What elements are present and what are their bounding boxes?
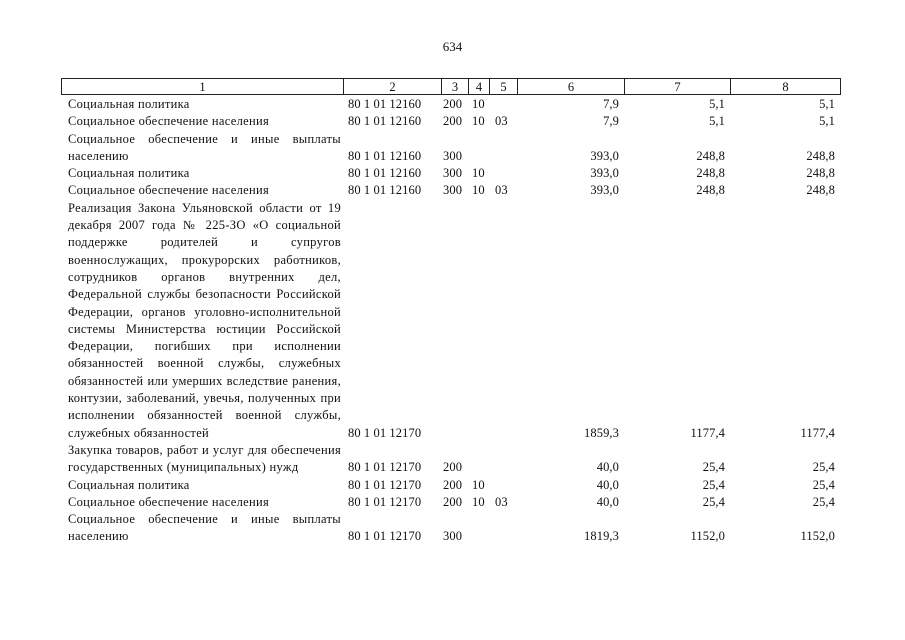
- column-header-row: [62, 79, 841, 95]
- row-col7: 25,4: [702, 460, 725, 475]
- row-col7: 1152,0: [690, 529, 725, 544]
- table-row: [61, 511, 840, 546]
- row-name: Социальная политика: [68, 166, 190, 181]
- row-col6: 40,0: [596, 494, 619, 509]
- table-row: [61, 494, 840, 511]
- row-col5: [489, 477, 517, 494]
- table-row: [61, 96, 840, 113]
- row-col4: [468, 442, 489, 477]
- table-row: [61, 113, 840, 130]
- row-col5: 03: [495, 494, 508, 509]
- row-col3: 300: [443, 166, 463, 181]
- row-col5: 03: [495, 183, 508, 198]
- row-name: Социальное обеспечение населения: [68, 494, 269, 509]
- row-col8: 25,4: [812, 494, 835, 509]
- column-header-2: 2: [344, 79, 442, 95]
- row-col5: [489, 131, 517, 166]
- row-col7: 25,4: [702, 494, 725, 509]
- row-col3: 300: [443, 183, 463, 198]
- row-code: 80 1 01 12170: [348, 529, 422, 544]
- row-col5: [489, 511, 517, 546]
- row-col8: 1152,0: [800, 529, 835, 544]
- table-row: [61, 200, 840, 442]
- row-col8: 5,1: [819, 97, 835, 111]
- row-col8: 1177,4: [800, 425, 835, 440]
- table-row: [61, 165, 840, 182]
- row-col7: 25,4: [702, 477, 725, 492]
- row-col4: 10: [472, 114, 485, 129]
- row-col7: 5,1: [709, 114, 725, 129]
- row-col4: 10: [472, 494, 485, 509]
- row-name: Социальное обеспечение и иные выплаты населению: [68, 131, 341, 163]
- page-number: 634: [442, 39, 463, 54]
- row-col7: 1177,4: [690, 425, 725, 440]
- row-col3: 200: [443, 460, 463, 475]
- row-col3: 200: [443, 477, 463, 492]
- row-col4: [468, 131, 489, 166]
- row-col4: 10: [472, 166, 485, 181]
- row-name: Социальная политика: [68, 97, 190, 111]
- row-name: Социальное обеспечение и иные выплаты населению: [68, 512, 341, 544]
- table-row: [61, 477, 840, 494]
- row-col3: [441, 200, 468, 442]
- row-col8: 25,4: [812, 477, 835, 492]
- row-col7: 248,8: [696, 148, 725, 163]
- row-col5: [489, 442, 517, 477]
- row-col6: 7,9: [603, 97, 619, 111]
- row-col6: 40,0: [596, 477, 619, 492]
- row-col6: 1859,3: [584, 425, 619, 440]
- column-header-5: 5: [490, 79, 518, 95]
- row-code: 80 1 01 12160: [348, 148, 422, 163]
- row-col5: 03: [495, 114, 508, 129]
- row-col6: 393,0: [590, 183, 619, 198]
- column-header-6: 6: [518, 79, 625, 95]
- row-name: Социальное обеспечение населения: [68, 114, 269, 129]
- row-col8: 248,8: [806, 183, 835, 198]
- column-header-3: 3: [442, 79, 469, 95]
- row-code: 80 1 01 12160: [348, 114, 422, 129]
- row-col6: 393,0: [590, 166, 619, 181]
- table-row: [61, 442, 840, 477]
- row-code: 80 1 01 12160: [348, 166, 422, 181]
- row-col8: 248,8: [806, 166, 835, 181]
- row-col7: 248,8: [696, 166, 725, 181]
- row-col4: [468, 511, 489, 546]
- column-header-table: [61, 78, 841, 95]
- row-col7: 248,8: [696, 183, 725, 198]
- table-row: [61, 182, 840, 199]
- row-col5: [489, 165, 517, 182]
- row-col7: 5,1: [709, 97, 725, 111]
- budget-table: [61, 96, 840, 546]
- row-code: 80 1 01 12170: [348, 425, 422, 440]
- row-code: 80 1 01 12160: [348, 97, 422, 111]
- row-name: Реализация Закона Ульяновской области от 19 декабря 2007 года № 225-ЗО «О социальной поддержке родителей и супругов военнослужащих, прокурорских работников, сотрудников органов внутренних дел, Федеральной службы безопасности Российской Федерации, органов уголовно-исполнительной системы Министерства юстиции Российской Федерации, погибших при исполнении обязанностей военной службы, служебных обязанностей или умерших вследствие ранения, контузии, заболеваний, увечья, полученных при исполнении обязанностей военной службы, служебных обязанностей: [68, 200, 341, 440]
- row-col4: 10: [472, 183, 485, 198]
- row-code: 80 1 01 12170: [348, 460, 422, 475]
- row-col3: 300: [443, 529, 463, 544]
- row-col3: 300: [443, 148, 463, 163]
- row-col6: 40,0: [596, 460, 619, 475]
- row-col8: 248,8: [806, 148, 835, 163]
- table-row: [61, 131, 840, 166]
- column-header-4: 4: [469, 79, 490, 95]
- row-col4: [468, 200, 489, 442]
- row-name: Социальная политика: [68, 477, 190, 492]
- row-code: 80 1 01 12170: [348, 477, 422, 492]
- column-header-1: 1: [62, 79, 344, 95]
- row-col4: 10: [472, 477, 485, 492]
- row-col3: 200: [443, 494, 463, 509]
- row-col8: 5,1: [819, 114, 835, 129]
- row-name: Закупка товаров, работ и услуг для обеспечения государственных (муниципальных) нужд: [68, 442, 341, 475]
- row-col4: 10: [472, 97, 485, 111]
- row-code: 80 1 01 12160: [348, 183, 422, 198]
- row-col6: 7,9: [603, 114, 619, 129]
- row-col6: 393,0: [590, 148, 619, 163]
- row-col3: 200: [443, 97, 463, 111]
- row-col3: 200: [443, 114, 463, 129]
- row-name: Социальное обеспечение населения: [68, 183, 269, 198]
- row-col5: [489, 96, 517, 113]
- row-code: 80 1 01 12170: [348, 494, 422, 509]
- row-col8: 25,4: [812, 460, 835, 475]
- row-col6: 1819,3: [584, 529, 619, 544]
- column-header-8: 8: [731, 79, 841, 95]
- column-header-7: 7: [625, 79, 731, 95]
- row-col5: [489, 200, 517, 442]
